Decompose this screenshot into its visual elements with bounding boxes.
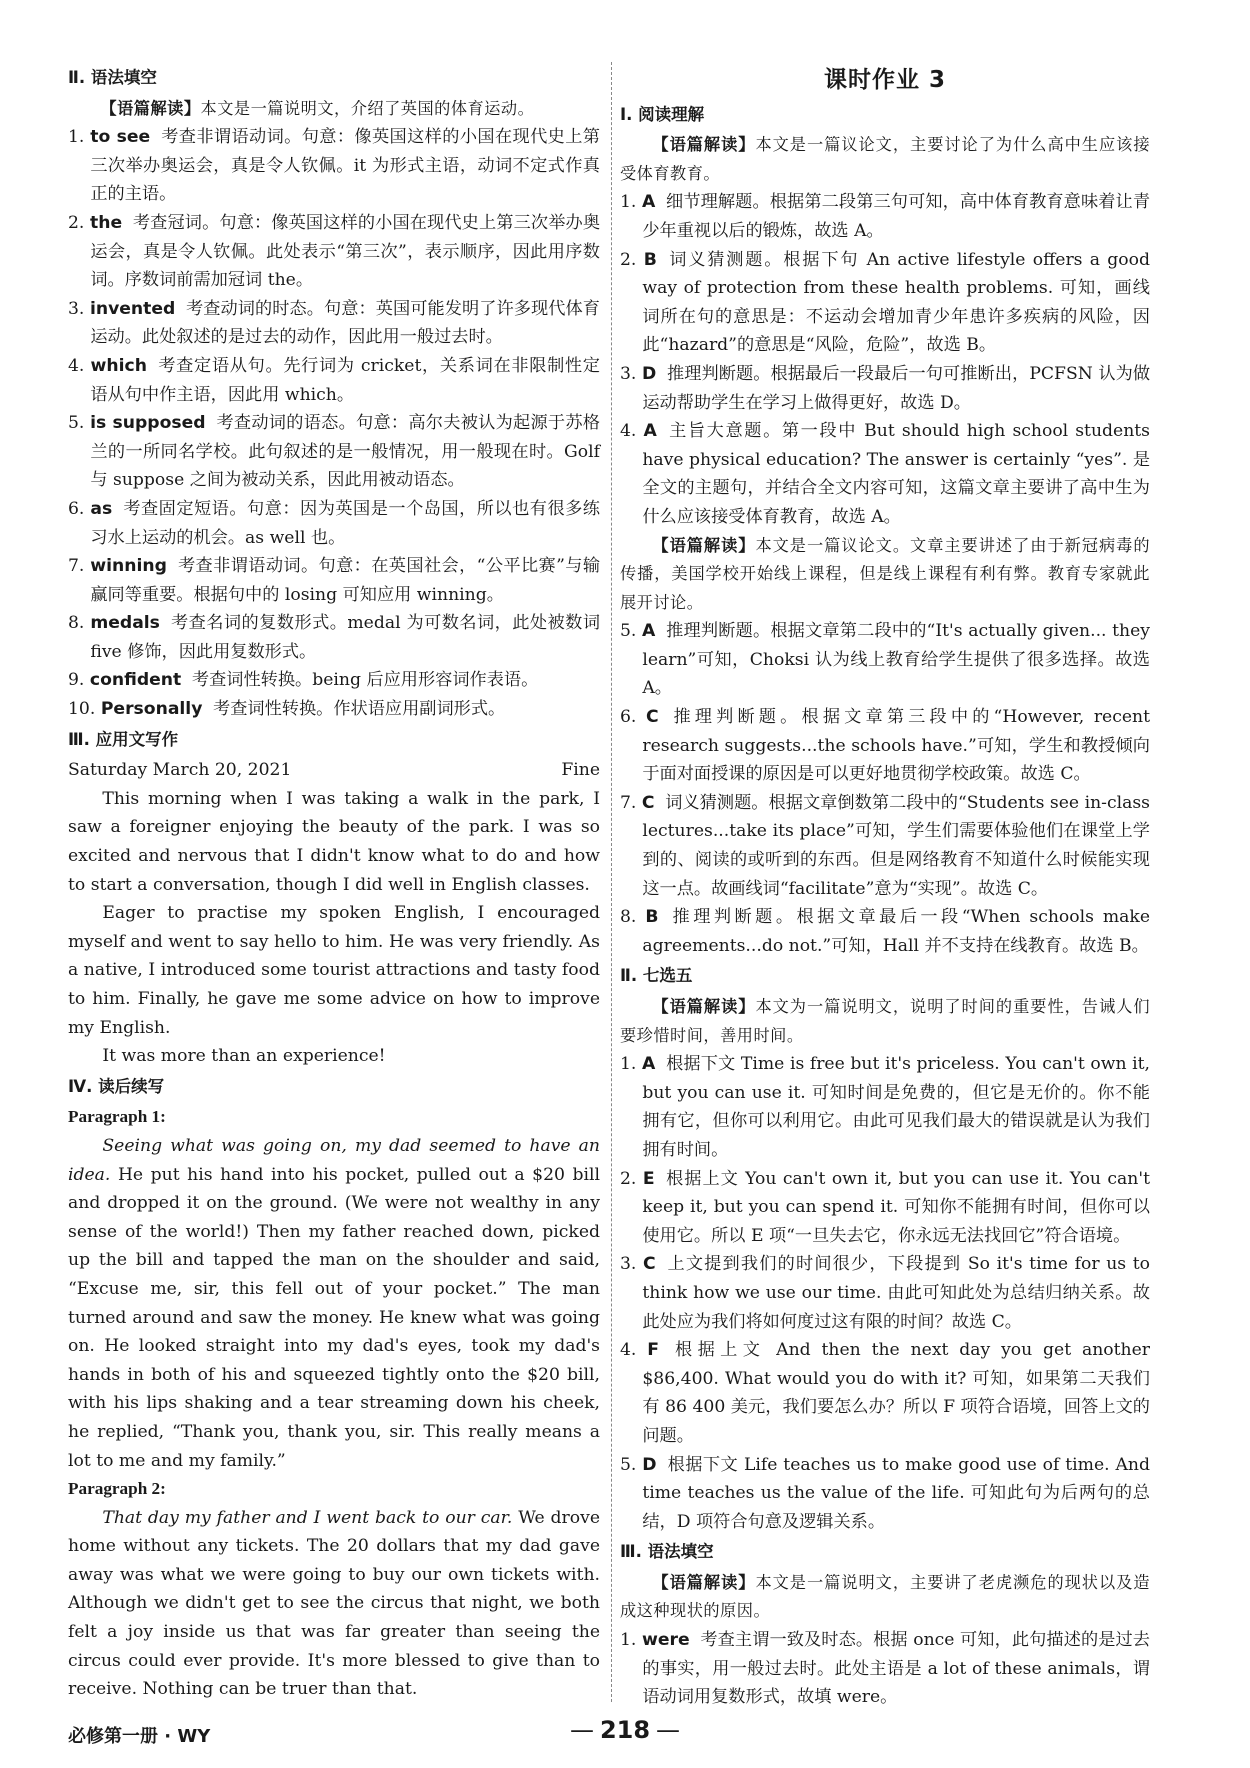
answer-explanation: 细节理解题。根据第二段第三句可知，高中体育教育意味着让青少年重视以后的锻炼，故选 A。 <box>642 192 1151 241</box>
answer-explanation: 考查定语从句。先行词为 cricket，关系词在非限制性定语从句中作主语，因此用 which。 <box>90 355 600 405</box>
answer-explanation: 词义猜测题。根据文章倒数第二段中的“Students see in-class lectures...take its place”可知，学生们需要体验他们在课堂上学到的、阅读的或听到的东西。但是网络教育不知道什么时候能实现这一点。故画线词“facilitate”意为“实现”。故选 C。 <box>642 792 1150 899</box>
answer-key: as <box>90 498 113 519</box>
lesson-title: 课时作业 3 <box>823 67 946 93</box>
reading-intro-1: 【语篇解读】本文是一篇议论文，主要讨论了为什么高中生应该接受体育教育。 <box>620 135 1151 183</box>
answer-explanation: 考查主谓一致及时态。根据 once 可知，此句描述的是过去的事实，用一般过去时。此处主语是 a lot of these animals，谓语动词用复数形式，故填 were。 <box>642 1630 1150 1708</box>
answer-number: 2. <box>620 249 637 270</box>
answer-explanation: 考查非谓语动词。句意：像英国这样的小国在现代史上第三次举办奥运会，真是令人钦佩。it 为形式主语，动词不定式作真正的主语。 <box>90 127 600 205</box>
answer-item <box>620 703 1150 789</box>
diary-paragraph: Eager to practise my spoken English, I encouraged myself and went to say hello to him. He was very friendly. As a native, I introduced some tourist attractions and tasty food to him. Finally, he gave me some advice on how to improve my English. <box>68 903 600 1038</box>
answer-key: C <box>641 792 655 813</box>
answer-key: E <box>642 1168 655 1189</box>
grammar-intro: 【语篇解读】本文是一篇说明文，介绍了英国的体育运动。 <box>100 98 535 118</box>
answer-key: A <box>641 192 656 213</box>
book-label: 必修第一册 · WY <box>68 1726 211 1747</box>
diary-paragraph: It was more than an experience! <box>102 1046 386 1067</box>
answer-item <box>68 209 600 295</box>
answer-key: B <box>645 907 659 928</box>
answer-key: C <box>643 1254 656 1275</box>
answer-explanation: 词义猜测题。根据下句 An active lifestyle offers a good way of protection from these health problems. 可知，画线词所在句的意思是：不运动会增加青少年患许多疾病的风险，因此“hazard”的意思是“风险，危险”，故选 B。 <box>642 249 1151 356</box>
answer-explanation: 考查动词的语态。句意：高尔夫被认为起源于苏格兰的一所同名学校。此句叙述的是一般情况，用一般现在时。Golf 与 suppose 之间为被动关系，因此用被动语态。 <box>90 413 600 491</box>
left-column <box>68 62 600 1704</box>
page-number: — 218 — <box>569 1716 681 1744</box>
answer-number: 1. <box>68 127 85 148</box>
diary-date: Saturday March 20, 2021 <box>68 760 292 781</box>
answer-item <box>620 246 1150 360</box>
answer-number: 8. <box>68 613 85 634</box>
answer-number: 5. <box>620 621 637 642</box>
answer-number: 3. <box>620 363 637 384</box>
answer-number: 4. <box>620 1340 637 1361</box>
answer-number: 7. <box>620 792 637 813</box>
answer-item <box>68 352 600 409</box>
answer-key: which <box>90 355 147 376</box>
answer-number: 5. <box>620 1454 637 1475</box>
seven-intro: 【语篇解读】本文为一篇说明文，说明了时间的重要性，告诫人们要珍惜时间，善用时间。 <box>620 997 1151 1045</box>
answer-key: C <box>646 707 659 728</box>
diary-weather: Fine <box>561 760 600 781</box>
answer-number: 5. <box>68 413 85 434</box>
section-title-seven: Ⅱ. 七选五 <box>620 966 693 986</box>
answer-explanation: 根据上文 And then the next day you get another $86,400. What would you do with it? 可知，如果第二天我们有 86 400 美元，我们要怎么办？所以 F 项符合语境，回答上文的问题。 <box>642 1340 1151 1446</box>
answer-number: 8. <box>620 907 637 928</box>
grammar-answer-list <box>68 123 600 723</box>
answer-number: 7. <box>68 556 85 577</box>
answer-explanation: 考查词性转换。being 后应用形容词作表语。 <box>191 670 539 691</box>
answer-item <box>620 1050 1150 1164</box>
answer-number: 2. <box>68 212 85 233</box>
answer-explanation: 根据下文 Time is free but it's priceless. You can't own it, but you can use it. 可知时间是免费的，但它是无价的。你不能拥有它，但你可以利用它。由此可见我们最大的错误就是认为我们拥有时间。 <box>642 1054 1150 1160</box>
answer-number: 6. <box>68 498 85 519</box>
answer-explanation: 考查非谓语动词。句意：在英国社会，“公平比赛”与输赢同等重要。根据句中的 losing 可知应用 winning。 <box>90 556 601 605</box>
answer-explanation: 主旨大意题。第一段中 But should high school students have physical education? The answer is certainly “yes”. 是全文的主题句，并结合全文内容可知，这篇文章主要讲了高中生为什么应该接受体育教育，故选 A。 <box>642 421 1151 527</box>
answer-item <box>620 360 1150 417</box>
answer-explanation: 推理判断题。根据文章最后一段“When schools make agreements...do not.”可知，Hall 并不支持在线教育。故选 B。 <box>642 907 1150 956</box>
answer-number: 4. <box>68 355 85 376</box>
answer-explanation: 根据下文 Life teaches us to make good use of time. And time teaches us the value of the life. 可知此句为后两句的总结，D 项符合句意及逻辑关系。 <box>642 1454 1150 1532</box>
section-title-grammar: Ⅱ. 语法填空 <box>68 68 157 87</box>
answer-number: 1. <box>620 192 637 213</box>
section-title-writing: Ⅲ. 应用文写作 <box>68 729 179 749</box>
grammar-2-intro: 【语篇解读】本文是一篇说明文，主要讲了老虎濒危的现状以及造成这种现状的原因。 <box>620 1572 1151 1621</box>
answer-item <box>68 123 600 209</box>
answer-explanation: 推理判断题。根据最后一段最后一句可推断出，PCFSN 认为做运动帮助学生在学习上做得更好，故选 D。 <box>642 363 1151 413</box>
answer-item <box>620 1336 1150 1450</box>
answer-item <box>68 695 600 724</box>
answer-explanation: 考查名词的复数形式。medal 为可数名词，此处被数词 five 修饰，因此用复数形式。 <box>90 613 601 662</box>
answer-item <box>620 417 1150 531</box>
answer-key: Personally <box>100 699 203 720</box>
answer-number: 3. <box>68 298 85 319</box>
paragraph-2-label: Paragraph 2: <box>68 1479 166 1499</box>
column-divider <box>611 62 612 1702</box>
answer-item <box>620 903 1150 960</box>
answer-number: 4. <box>620 421 637 442</box>
section-title-reading: Ⅰ. 阅读理解 <box>620 104 705 124</box>
answer-key: D <box>642 1454 657 1475</box>
answer-explanation: 根据上文 You can't own it, but you can use it. You can't keep it, but you can spend it. 可知你不能拥有时间，但你可以使用它。所以 E 项“一旦失去它，你永远无法找回它”符合语境。 <box>642 1168 1150 1246</box>
answer-item <box>68 609 600 666</box>
answer-number: 2. <box>620 1168 637 1189</box>
answer-explanation: 推理判断题。根据文章第二段中的“It's actually given... they learn”可知，Choksi 认为线上教育给学生提供了很多选择。故选 A。 <box>642 621 1150 699</box>
answer-item <box>620 188 1150 245</box>
answer-explanation: 推理判断题。根据文章第三段中的“However, recent research suggests...the schools have.”可知，学生和教授倾向于面对面授课的原因是可以更好地贯彻学校政策。故选 C。 <box>642 707 1150 785</box>
reading-answer-list-1 <box>620 188 1150 531</box>
paragraph-1-label: Paragraph 1: <box>68 1107 166 1127</box>
answer-key: were <box>641 1630 690 1651</box>
section-title-continuation: Ⅳ. 读后续写 <box>68 1076 165 1096</box>
answer-item <box>620 617 1150 703</box>
answer-number: 3. <box>620 1254 637 1275</box>
seven-answer-list <box>620 1050 1150 1536</box>
answer-item <box>68 295 600 352</box>
answer-item <box>68 552 600 609</box>
answer-item <box>68 495 600 552</box>
reading-answer-list-2 <box>620 617 1150 960</box>
section-title-grammar-2: Ⅲ. 语法填空 <box>620 1542 714 1562</box>
answer-number: 6. <box>620 707 637 728</box>
grammar-2-answer-list <box>620 1626 1150 1712</box>
answer-item <box>620 1451 1150 1537</box>
answer-key: confident <box>89 670 182 691</box>
answer-key: D <box>641 363 657 384</box>
right-column <box>620 62 1150 1712</box>
answer-key: winning <box>90 556 167 577</box>
answer-key: A <box>642 621 656 642</box>
diary-paragraph: This morning when I was taking a walk in the park, I saw a foreigner enjoying the beauty of the park. I was so excited and nervous that I didn't know what to do and how to start a conversation, though I did well in English classes. <box>68 788 600 895</box>
answer-explanation: 考查固定短语。句意：因为英国是一个岛国，所以也有很多练习水上运动的机会。as well 也。 <box>90 498 600 548</box>
answer-key: the <box>90 212 123 233</box>
paragraph-2-text: That day my father and I went back to our car. We drove home without any tickets. The 20 dollars that my dad gave away was what we were going to buy our own tickets with. Although we didn't get to see the circus that night, we both felt a joy inside us that was far greater than seeing the circus could ever provide. It's more blessed to give than to receive. Nothing can be truer than that. <box>68 1507 600 1700</box>
reading-intro-2: 【语篇解读】本文是一篇议论文。文章主要讲述了由于新冠病毒的传播，美国学校开始线上课程，但是线上课程有利有弊。教育专家就此展开讨论。 <box>620 535 1151 612</box>
answer-number: 1. <box>620 1054 637 1075</box>
answer-key: medals <box>90 613 160 634</box>
answer-item <box>68 666 600 695</box>
diary-header <box>68 756 600 785</box>
answer-item <box>620 1250 1150 1336</box>
answer-item <box>620 789 1150 903</box>
answer-item <box>68 409 600 495</box>
answer-key: F <box>647 1340 660 1361</box>
answer-key: A <box>642 1054 656 1075</box>
answer-key: B <box>643 249 657 270</box>
answer-number: 1. <box>620 1630 637 1651</box>
answer-explanation: 考查动词的时态。句意：英国可能发明了许多现代体育运动。此处叙述的是过去的动作，因此用一般过去时。 <box>90 298 600 348</box>
answer-key: to see <box>90 127 151 148</box>
answer-key: invented <box>89 298 176 319</box>
answer-item <box>620 1165 1150 1251</box>
answer-number: 10. <box>68 699 96 720</box>
answer-explanation: 上文提到我们的时间很少，下段提到 So it's time for us to think how we use our time. 由此可知此处为总结归纳关系。故此处应为我们将如何度过这有限的时间？故选 C。 <box>642 1254 1151 1332</box>
answer-explanation: 考查冠词。句意：像英国这样的小国在现代史上第三次举办奥运会，真是令人钦佩。此处表示“第三次”，表示顺序，因此用序数词。序数词前需加冠词 the。 <box>90 212 601 291</box>
paragraph-1-text: Seeing what was going on, my dad seemed to have an idea. He put his hand into his pocket, pulled out a $20 bill and dropped it on the ground. (We were not wealthy in any sense of the world!) Then my father reached down, picked up the bill and tapped the man on the shoulder and said, “Excuse me, sir, this fell out of your pocket.” The man turned around and saw the money. He knew what was going on. He looked straight into my dad's eyes, took my dad's hands in both of his and squeezed tightly onto the $20 bill, with his lips shaking and a tear streaming down his cheek, he replied, “Thank you, thank you, sir. This really means a lot to me and my family.” <box>68 1135 601 1471</box>
answer-explanation: 考查词性转换。作状语应用副词形式。 <box>213 699 506 720</box>
answer-item <box>620 1626 1150 1712</box>
answer-number: 9. <box>68 670 85 691</box>
answer-key: A <box>643 421 657 442</box>
answer-key: is supposed <box>90 413 206 434</box>
